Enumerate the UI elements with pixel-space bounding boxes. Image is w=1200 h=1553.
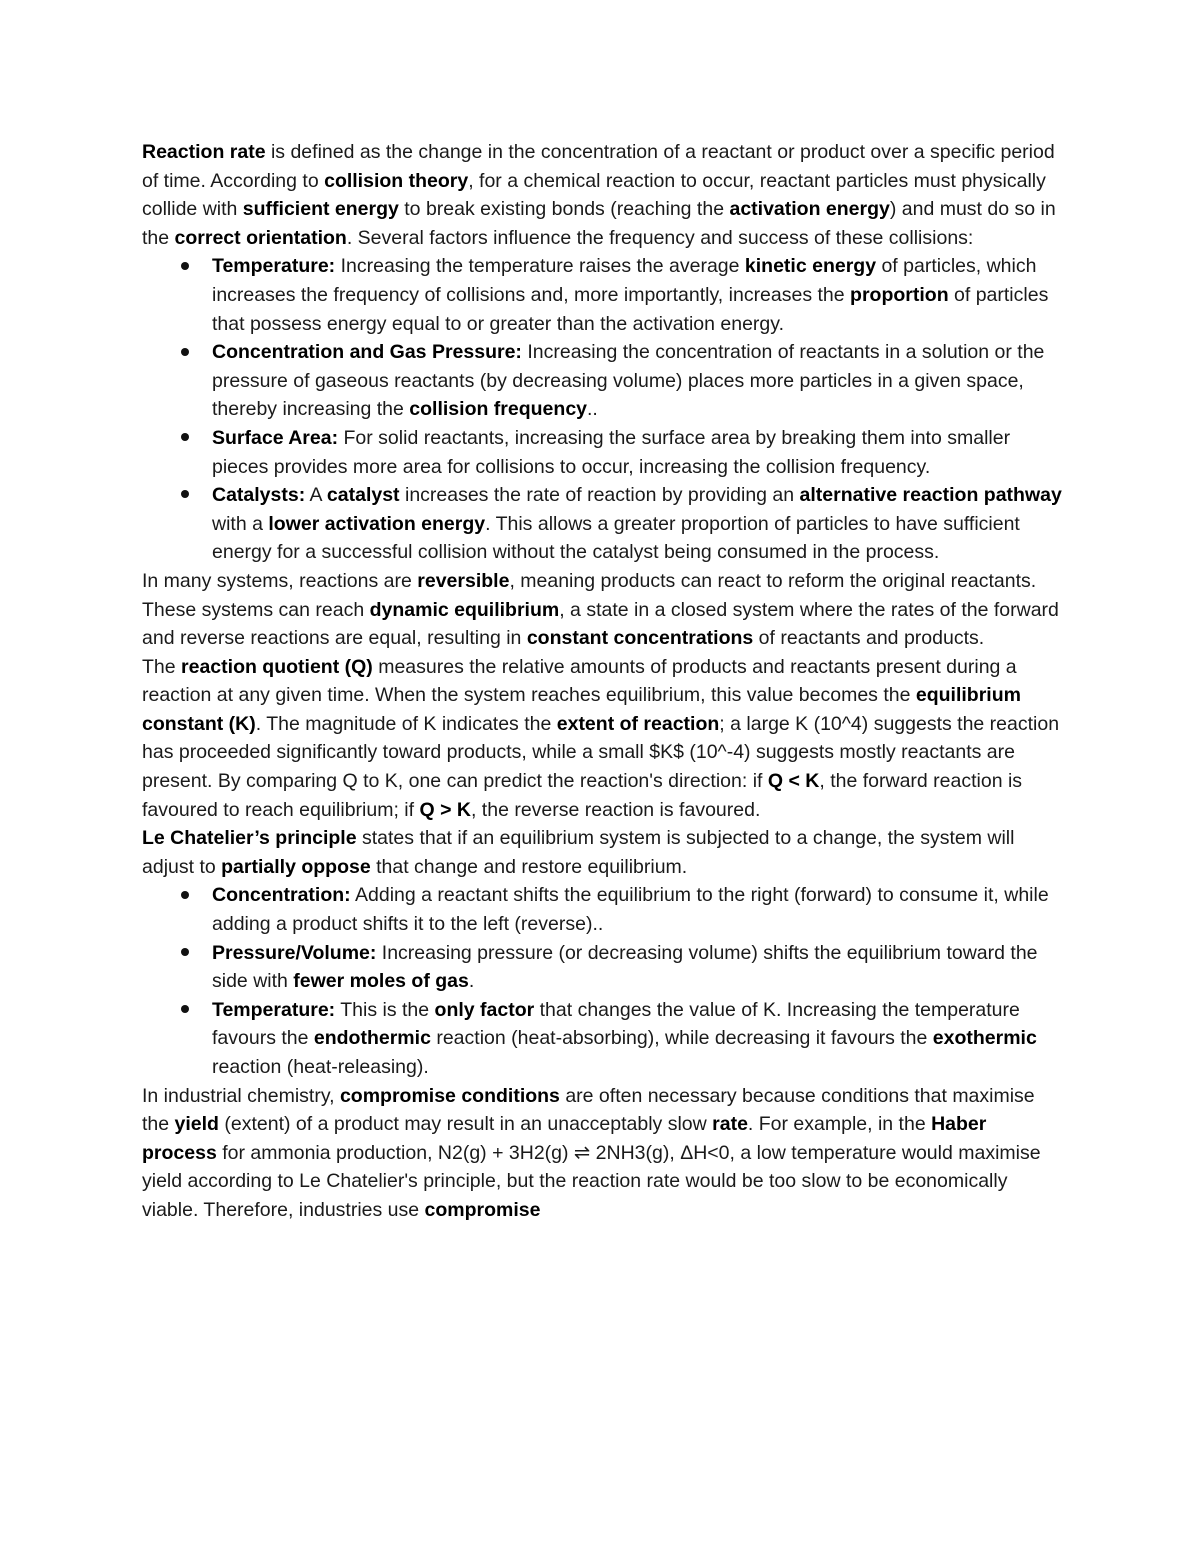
bullet-icon <box>180 881 190 910</box>
list-item-concentration-pressure: Concentration and Gas Pressure: Increasing the concentration of reactants in a solution or the pressure of gaseous reactants (by decreasing volume) places more particles in a given space, thereby increasing the collision frequency.. <box>212 338 1062 424</box>
rate-factors-list <box>142 252 1062 567</box>
bullet-icon <box>180 252 190 281</box>
list-item-surface-area: Surface Area: For solid reactants, increasing the surface area by breaking them into smaller pieces provides more area for collisions to occur, increasing the collision frequency. <box>212 424 1062 481</box>
bullet-icon <box>180 481 190 510</box>
paragraph-reaction-quotient: The reaction quotient (Q) measures the relative amounts of products and reactants present during a reaction at any given time. When the system reaches equilibrium, this value becomes the equilibrium constant (K). The magnitude of K indicates the extent of reaction; a large K (10^4) suggests the reaction has proceeded significantly toward products, while a small $K$ (10^-4) suggests mostly reactants are present. By comparing Q to K, one can predict the reaction's direction: if Q < K, the forward reaction is favoured to reach equilibrium; if Q > K, the reverse reaction is favoured. <box>142 655 1060 821</box>
bullet-icon <box>180 939 190 968</box>
bullet-icon <box>180 996 190 1025</box>
term-reaction-rate: Reaction rate <box>142 141 266 163</box>
list-item-temperature-shift: Temperature: This is the only factor that changes the value of K. Increasing the temperature favours the endothermic reaction (heat-absorbing), while decreasing it favours the exothermic reaction (heat-releasing). <box>212 996 1062 1082</box>
document-body <box>142 138 1062 1225</box>
bullet-icon <box>180 338 190 367</box>
list-item-concentration: Concentration: Adding a reactant shifts the equilibrium to the right (forward) to consume it, while adding a product shifts it to the left (reverse).. <box>212 881 1062 938</box>
paragraph-equilibrium: In many systems, reactions are reversible, meaning products can react to reform the original reactants. These systems can reach dynamic equilibrium, a state in a closed system where the rates of the forward and reverse reactions are equal, resulting in constant concentrations of reactants and products. <box>142 569 1059 650</box>
chatelier-factors-list <box>142 881 1062 1081</box>
bullet-icon <box>180 424 190 453</box>
paragraph-reaction-rate: Reaction rate is defined as the change in the concentration of a reactant or product over a specific period of time. According to collision theory, for a chemical reaction to occur, reactant particles must physically collide with sufficient energy to break existing bonds (reaching the activation energy) and must do so in the correct orientation. Several factors influence the frequency and success of these collisions: <box>142 141 1056 249</box>
paragraph-le-chatelier: Le Chatelier’s principle states that if an equilibrium system is subjected to a change, the system will adjust to partially oppose that change and restore equilibrium. <box>142 827 1015 878</box>
list-item-catalysts: Catalysts: A catalyst increases the rate of reaction by providing an alternative reaction pathway with a lower activation energy. This allows a greater proportion of particles to have sufficient energy for a successful collision without the catalyst being consumed in the process. <box>212 481 1062 567</box>
list-item-temperature: Temperature: Increasing the temperature raises the average kinetic energy of particles, which increases the frequency of collisions and, more importantly, increases the proportion of particles that possess energy equal to or greater than the activation energy. <box>212 252 1062 338</box>
list-item-pressure-volume: Pressure/Volume: Increasing pressure (or decreasing volume) shifts the equilibrium toward the side with fewer moles of gas. <box>212 939 1062 996</box>
paragraph-industrial: In industrial chemistry, compromise conditions are often necessary because conditions that maximise the yield (extent) of a product may result in an unacceptably slow rate. For example, in the Haber process for ammonia production, N2(g) + 3H2(g) ⇌ 2NH3(g), ΔH<0, a low temperature would maximise yield according to Le Chatelier's principle, but the reaction rate would be too slow to be economically viable. Therefore, industries use compromise <box>142 1084 1041 1221</box>
